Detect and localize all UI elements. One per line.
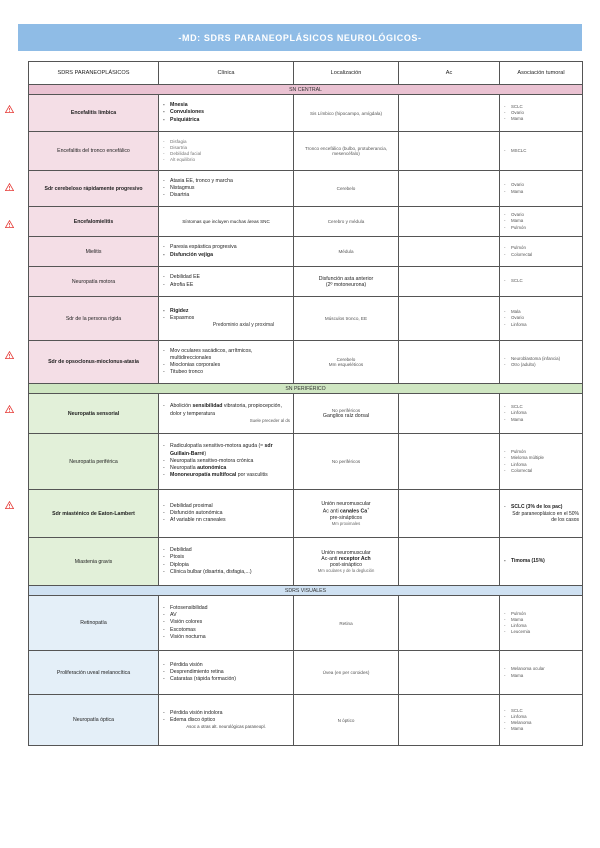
list-item: - Pérdida visión [162, 662, 290, 669]
list-item [503, 504, 579, 522]
row-asociacion [500, 132, 583, 171]
table-row [29, 490, 583, 538]
list-item: - Rigidez [162, 308, 290, 315]
list-item: - Linfoma [503, 462, 579, 468]
list-item: - Pulmón [503, 245, 579, 251]
loc-line: Cerebelo [336, 357, 356, 362]
row-ac [399, 434, 500, 490]
row-localizacion [294, 538, 399, 586]
row-ac [399, 171, 500, 207]
list-item: - Melanoma [503, 720, 579, 726]
header-sdrs: SDRS PARANEOPLÁSICOS [29, 62, 159, 85]
row-asociacion [500, 267, 583, 297]
list-item: - Pulmón [503, 611, 579, 617]
table-row [29, 538, 583, 586]
list-item: - Ataxia EE, tronco y marcha [162, 178, 290, 185]
row-localizacion: Úvea (en per coroides) [294, 651, 399, 695]
row-ac [399, 651, 500, 695]
list-item: - Leucemia [503, 629, 579, 635]
text-part: SCLC (3% de los pac) [511, 504, 563, 511]
list-item: - Mama [503, 189, 579, 195]
table-row [29, 207, 583, 237]
table-row [29, 394, 583, 434]
list-item: - Desprendimiento retina [162, 669, 290, 676]
row-ac [399, 490, 500, 538]
list-item: - SCLC [503, 278, 579, 284]
list-item: - Disartria [162, 145, 290, 151]
row-clinica [159, 394, 294, 434]
row-localizacion: Cerebro y médula [294, 207, 399, 237]
loc-line: Unión neuromuscular [321, 501, 371, 508]
text-part: Ac anti [322, 508, 341, 515]
list-item: - Mov oculares sacádicos, arrítmicos, multidireccionales [162, 348, 290, 362]
text-part: Abolición [170, 403, 193, 410]
row-asociacion [500, 237, 583, 267]
row-ac [399, 394, 500, 434]
section-periferico-row [29, 384, 583, 394]
loc-line: Ganglios raíz dorsal [322, 413, 370, 419]
table-row [29, 434, 583, 490]
list-item: - Pérdida visión indolora [162, 710, 290, 717]
table-row [29, 171, 583, 207]
warning-triangle-icon [5, 220, 14, 228]
row-localizacion: Tronco encefálico (bulbo, protuberancia, mesencéfalo) [294, 132, 399, 171]
list-item: - Af variable nn craneales [162, 517, 290, 524]
list-item: - Melanoma ocular [503, 666, 579, 672]
list-item: - Disartria [162, 192, 290, 199]
row-ac [399, 132, 500, 171]
list-item: - SCLC [503, 708, 579, 714]
row-name: Neuropatía periférica [29, 434, 159, 490]
row-clinica: Síntomas que incluyen muchas áreas SNC [159, 207, 294, 237]
list-item: - Linfoma [503, 623, 579, 629]
row-asociacion [500, 297, 583, 341]
table-row [29, 341, 583, 384]
row-clinica [159, 341, 294, 384]
row-name: Sdr de opsoclonus-mioclonus-ataxia [29, 341, 159, 384]
list-item: - Atrofia EE [162, 282, 290, 289]
row-clinica [159, 651, 294, 695]
loc-line: No periféricos [331, 408, 361, 413]
text-part: por vasculitis [236, 472, 268, 479]
list-item: - Disfagia [162, 139, 290, 145]
section-central-label: SN CENTRAL [29, 85, 583, 95]
row-clinica [159, 171, 294, 207]
row-asociacion [500, 490, 583, 538]
row-name: Neuropatía motora [29, 267, 159, 297]
clinica-note: Predominio axial y proximal [212, 322, 274, 329]
row-clinica [159, 695, 294, 746]
row-name: Sdr de la persona rígida [29, 297, 159, 341]
text-part: Ac-anti [321, 556, 339, 562]
list-item: - Otro (adulto) [503, 362, 579, 368]
list-item: - Linfoma [503, 322, 579, 328]
text-part: Sdr paraneoplásico en el 50% de los casos [512, 510, 579, 523]
text-part: vibratoria, propiocepción, dolor y temperatura [170, 403, 282, 417]
warning-triangle-icon [5, 105, 14, 113]
loc-line: Mm esqueléticos [328, 362, 364, 367]
table-row [29, 651, 583, 695]
list-item: - Diplopia [162, 562, 290, 569]
row-ac [399, 267, 500, 297]
row-ac [399, 207, 500, 237]
row-name: Encefalitis límbica [29, 95, 159, 132]
text-part: Neuropatía [170, 465, 198, 472]
text-part: + [367, 507, 370, 512]
list-item: - Mioclonias corporales [162, 362, 290, 369]
list-item: - Neuroblastoma (infancia) [503, 356, 579, 362]
row-clinica [159, 237, 294, 267]
list-item: - Debilidad EE [162, 274, 290, 281]
row-localizacion: Retina [294, 596, 399, 651]
row-clinica [159, 538, 294, 586]
row-localizacion: No periféricos [294, 434, 399, 490]
row-clinica [159, 95, 294, 132]
header-clinica: Clínica [159, 62, 294, 85]
list-item: - Edema disco óptico [162, 717, 290, 724]
list-item: - Mama [503, 726, 579, 732]
list-item: - Disfunción autonómica [162, 510, 290, 517]
list-item: - Colorrectal [503, 252, 579, 258]
row-clinica [159, 596, 294, 651]
table-row [29, 267, 583, 297]
loc-line: Mm proximales [331, 520, 361, 526]
row-asociacion [500, 434, 583, 490]
list-item: - Titubeo tronco [162, 369, 290, 376]
list-item: - Pulmón [503, 225, 579, 231]
list-item: - Debilidad proximal [162, 503, 290, 510]
table-row [29, 132, 583, 171]
list-item: - Ovario [503, 110, 579, 116]
text-part: receptor Ach [338, 556, 371, 562]
list-item: - Convulsiones [162, 109, 290, 116]
row-clinica [159, 267, 294, 297]
loc-line: (2º motoneurona) [325, 281, 367, 288]
text-part: Mononeuropatía multifocal [170, 472, 237, 479]
row-clinica [159, 132, 294, 171]
text-part: sdr Guillain-Barré [170, 443, 273, 457]
row-clinica [159, 490, 294, 538]
list-item: - Linfoma [503, 714, 579, 720]
row-name: Encefalitis del tronco encefálico [29, 132, 159, 171]
list-item: - Ovario [503, 315, 579, 321]
list-item [162, 472, 290, 479]
row-clinica [159, 434, 294, 490]
loc-line: Unión neuromuscular [321, 550, 371, 556]
row-name: Neuropatía óptica [29, 695, 159, 746]
row-ac [399, 237, 500, 267]
text-part: autonómica [197, 465, 227, 472]
list-item: - Neuropatía sensitivo-motora crónica [162, 458, 290, 465]
list-item: - Debilidad [162, 547, 290, 554]
row-localizacion: Cerebelo [294, 171, 399, 207]
row-asociacion [500, 341, 583, 384]
row-ac [399, 341, 500, 384]
row-ac [399, 297, 500, 341]
row-asociacion [500, 651, 583, 695]
list-item: - Linfoma [503, 410, 579, 416]
table-row [29, 297, 583, 341]
header-asociacion: Asociación tumoral [500, 62, 583, 85]
clinica-note: Asoc a otras alt. neurológicas paraneopl. [186, 724, 266, 730]
row-ac [399, 95, 500, 132]
row-name: Retinopatía [29, 596, 159, 651]
list-item: - Colorrectal [503, 468, 579, 474]
table-row [29, 596, 583, 651]
loc-line: Mm oculares y de la deglución [317, 568, 375, 573]
row-localizacion: Músculos tronco, EE [294, 297, 399, 341]
list-item: - Visión nocturna [162, 634, 290, 641]
table-row [29, 695, 583, 746]
table-row [29, 237, 583, 267]
header-localizacion: Localización [294, 62, 399, 85]
list-item: - SCLC [503, 104, 579, 110]
section-central-row [29, 85, 583, 95]
list-item: - Debilidad facial [162, 151, 290, 157]
list-item: - Timoma (15%) [503, 558, 579, 564]
list-item: - Mala [503, 309, 579, 315]
row-asociacion [500, 596, 583, 651]
list-item: - AV [162, 612, 290, 619]
list-item: - Ptosis [162, 554, 290, 561]
list-item: - Mama [503, 617, 579, 623]
loc-line: post-sináptico [329, 562, 362, 568]
paraneoplastic-table [28, 61, 583, 746]
row-localizacion: Médula [294, 237, 399, 267]
list-item: - Clínica bulbar (disartria, disfagia,...) [162, 569, 290, 576]
row-ac [399, 538, 500, 586]
list-item [162, 465, 290, 472]
row-localizacion [294, 490, 399, 538]
row-asociacion [500, 95, 583, 132]
table-header-row [29, 62, 583, 85]
list-item: - Mnesia [162, 102, 290, 109]
row-ac [399, 596, 500, 651]
clinica-note: Suele preceder al ds [249, 417, 290, 423]
row-name: Sdr miasténico de Eaton-Lambert [29, 490, 159, 538]
text-part: sensibilidad [192, 403, 223, 410]
section-periferico-label: SN PERIFÉRICO [29, 384, 583, 394]
row-ac [399, 695, 500, 746]
row-localizacion [294, 267, 399, 297]
row-asociacion [500, 695, 583, 746]
table-row [29, 95, 583, 132]
list-item: - Mieloma múltiple [503, 455, 579, 461]
header-ac: Ac [399, 62, 500, 85]
loc-line: Disfunción asta anterior [318, 275, 374, 282]
section-visuales-row [29, 586, 583, 596]
list-item: - MSCLC [503, 148, 579, 154]
row-name: Sdr cerebeloso rápidamente progresivo [29, 171, 159, 207]
list-item: - Paresia espástica progresiva [162, 244, 290, 251]
warning-triangle-icon [5, 501, 14, 509]
warning-triangle-icon [5, 183, 14, 191]
row-name: Miastenia gravis [29, 538, 159, 586]
row-asociacion [500, 538, 583, 586]
row-localizacion [294, 394, 399, 434]
text-part: Radiculopatía sensitivo-motora aguda (≈ [170, 443, 265, 450]
list-item: - SCLC [503, 404, 579, 410]
list-item: - Ovario [503, 212, 579, 218]
list-item: - Espasmos [162, 315, 290, 322]
row-localizacion: Sis Límbico (hipocampo, amígdala) [294, 95, 399, 132]
row-asociacion [500, 394, 583, 434]
row-name: Proliferación uveal melanocítica [29, 651, 159, 695]
list-item: - Escotomas [162, 627, 290, 634]
row-localizacion [294, 341, 399, 384]
row-clinica [159, 297, 294, 341]
text-part: canales Ca [340, 508, 368, 515]
list-item: - Disfunción vejiga [162, 252, 290, 259]
row-name: Encefalomielitis [29, 207, 159, 237]
row-asociacion [500, 207, 583, 237]
list-item: - Mama [503, 417, 579, 423]
row-localizacion: N óptico [294, 695, 399, 746]
page-title: -MD: SDRS PARANEOPLÁSICOS NEUROLÓGICOS- [18, 24, 582, 51]
list-item: - Pulmón [503, 449, 579, 455]
list-item [162, 443, 290, 457]
warning-triangle-icon [5, 351, 14, 359]
list-item: - Mama [503, 116, 579, 122]
list-item: - Nistagmus [162, 185, 290, 192]
list-item [162, 403, 290, 417]
loc-line [297, 507, 395, 515]
warning-triangle-icon [5, 405, 14, 413]
text-part: ) [204, 450, 207, 457]
list-item: - Visión colores [162, 619, 290, 626]
list-item: - Psiquiátrica [162, 117, 290, 124]
row-name: Mielitis [29, 237, 159, 267]
list-item: - Ovario [503, 182, 579, 188]
list-item: - Mama [503, 673, 579, 679]
section-visuales-label: SDRS VISUALES [29, 586, 583, 596]
loc-line: pre-sinápticos [329, 514, 363, 521]
row-name: Neuropatía sensorial [29, 394, 159, 434]
list-item: - Fotosensibilidad [162, 605, 290, 612]
list-item: - Cataratas (rápida formación) [162, 676, 290, 683]
list-item: - Mama [503, 218, 579, 224]
list-item: - Alt equilibrio [162, 157, 290, 163]
row-asociacion [500, 171, 583, 207]
